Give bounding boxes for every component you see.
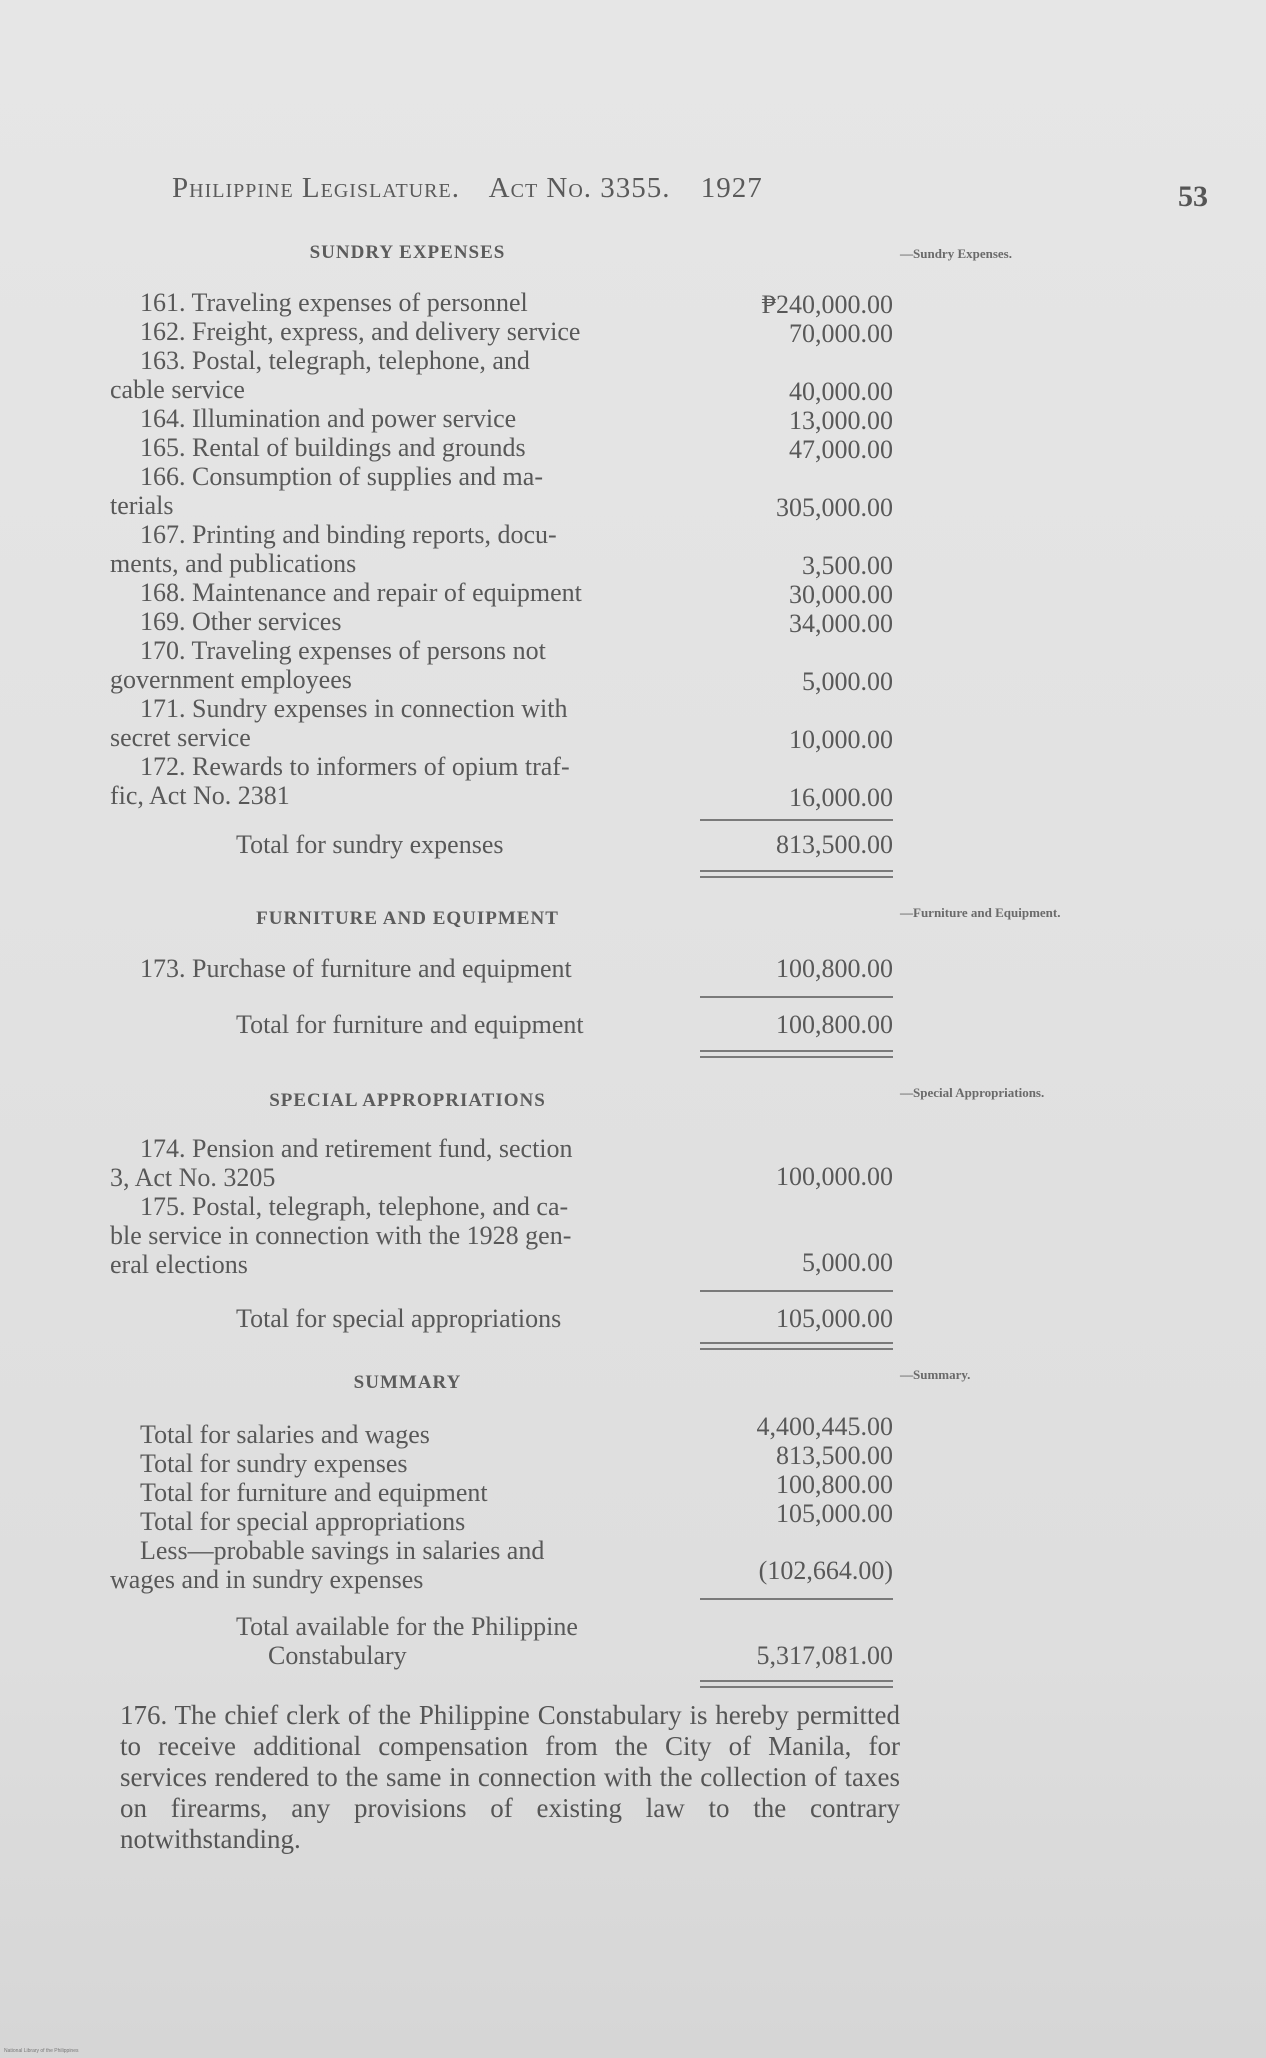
- item-163-line: 163. Postal, telegraph, telephone, and: [140, 346, 530, 375]
- summary-special-amount: 105,000.00: [776, 1499, 893, 1528]
- grand-total-label-1: Total available for the Philippine: [236, 1612, 578, 1641]
- running-head-act: Act No. 3355.: [488, 172, 671, 204]
- summary-salaries-label: Total for salaries and wages: [140, 1420, 430, 1449]
- amount-170: 5,000.00: [802, 667, 893, 696]
- summary-special-label: Total for special appropriations: [140, 1507, 466, 1536]
- summary-less-cont: wages and in sundry expenses: [110, 1565, 424, 1594]
- summary-furniture-label: Total for furniture and equipment: [140, 1478, 488, 1507]
- summary-furniture-amount: 100,800.00: [776, 1470, 893, 1499]
- sundry-total-amount: 813,500.00: [776, 830, 893, 859]
- item-175-line: 175. Postal, telegraph, telephone, and ca-: [140, 1192, 569, 1221]
- summary-sundry-amount: 813,500.00: [776, 1441, 893, 1470]
- special-total-amount: 105,000.00: [776, 1304, 893, 1333]
- item-171-cont: secret service: [110, 723, 251, 752]
- item-171-line: 171. Sundry expenses in connection with: [140, 694, 568, 723]
- summary-margin-note: —Summary.: [900, 1367, 971, 1382]
- summary-less-line: Less—probable savings in salaries and: [140, 1536, 545, 1565]
- furniture-heading: FURNITURE AND EQUIPMENT: [256, 908, 559, 929]
- summary-subtotal-rule: [700, 1598, 893, 1600]
- amount-162: 70,000.00: [789, 319, 893, 348]
- special-total-label: Total for special appropriations: [236, 1304, 562, 1333]
- furniture-total-label: Total for furniture and equipment: [236, 1010, 584, 1039]
- amount-165: 47,000.00: [789, 435, 893, 464]
- sundry-margin-note: —Sundry Expenses.: [900, 246, 1012, 261]
- sundry-total-double-rule: [700, 870, 893, 878]
- amount-169: 34,000.00: [789, 609, 893, 638]
- footer-stamp: National Library of the Philippines: [4, 2048, 79, 2054]
- item-166-cont: terials: [110, 491, 174, 520]
- summary-heading: SUMMARY: [353, 1372, 462, 1393]
- furniture-margin-note: —Furniture and Equipment.: [900, 905, 1061, 920]
- amount-166: 305,000.00: [776, 493, 893, 522]
- amount-161: ₱240,000.00: [761, 290, 893, 319]
- summary-rows: [110, 1420, 705, 1594]
- furniture-subtotal-rule: [700, 996, 893, 998]
- item-168-line: 168. Maintenance and repair of equipment: [140, 578, 582, 607]
- item-161-line: 161. Traveling expenses of personnel: [140, 288, 528, 317]
- amount-172: 16,000.00: [789, 783, 893, 812]
- furniture-total-double-rule: [700, 1050, 893, 1058]
- summary-salaries-amount: 4,400,445.00: [756, 1412, 893, 1441]
- item-167-cont: ments, and publications: [110, 549, 357, 578]
- special-heading: SPECIAL APPROPRIATIONS: [269, 1090, 546, 1111]
- item-174-line: 174. Pension and retirement fund, section: [140, 1134, 573, 1163]
- item-175-cont2: eral elections: [110, 1250, 248, 1279]
- running-head-legislature: Philippine Legislature.: [172, 172, 460, 204]
- section-176-paragraph: 176. The chief clerk of the Philippine Constabulary is hereby permitted to receive additional compensation from the City of Manila, for services rendered to the same in connection with the collection of taxes on firearms, any provisions of existing law to the contrary notwithstanding.: [120, 1700, 900, 1854]
- special-subtotal-rule: [700, 1290, 893, 1292]
- sundry-subtotal-rule: [700, 819, 893, 821]
- summary-less-amount: (102,664.00): [758, 1556, 893, 1585]
- amount-175: 5,000.00: [802, 1248, 893, 1277]
- item-175-cont: ble service in connection with the 1928 gen-: [110, 1221, 572, 1250]
- special-total-double-rule: [700, 1342, 893, 1350]
- item-170-line: 170. Traveling expenses of persons not: [140, 636, 546, 665]
- item-169-line: 169. Other services: [140, 607, 342, 636]
- item-167-line: 167. Printing and binding reports, docu-: [140, 520, 557, 549]
- grand-total-label-2: Constabulary: [268, 1641, 407, 1670]
- running-head-year: 1927: [700, 172, 763, 204]
- sundry-heading: SUNDRY EXPENSES: [309, 242, 506, 263]
- page-number: 53: [1178, 180, 1208, 213]
- amount-168: 30,000.00: [789, 580, 893, 609]
- amount-173: 100,800.00: [776, 954, 893, 983]
- grand-total-double-rule: [700, 1680, 893, 1688]
- running-head: [172, 172, 763, 205]
- item-170-cont: government employees: [110, 665, 352, 694]
- item-165-line: 165. Rental of buildings and grounds: [140, 433, 526, 462]
- item-163-cont: cable service: [110, 375, 245, 404]
- special-margin-note: —Special Appropriations.: [900, 1085, 1045, 1100]
- item-172-cont: fic, Act No. 2381: [110, 781, 290, 810]
- amount-164: 13,000.00: [789, 406, 893, 435]
- special-items: [110, 1134, 705, 1279]
- sundry-items: [110, 288, 705, 810]
- amount-174: 100,000.00: [776, 1162, 893, 1191]
- item-164-line: 164. Illumination and power service: [140, 404, 517, 433]
- summary-sundry-label: Total for sundry expenses: [140, 1449, 408, 1478]
- amount-167: 3,500.00: [802, 551, 893, 580]
- item-174-cont: 3, Act No. 3205: [110, 1163, 276, 1192]
- item-173-line: 173. Purchase of furniture and equipment: [140, 954, 572, 983]
- item-166-line: 166. Consumption of supplies and ma-: [140, 462, 543, 491]
- sundry-total-label: Total for sundry expenses: [236, 830, 504, 859]
- furniture-total-amount: 100,800.00: [776, 1010, 893, 1039]
- amount-163: 40,000.00: [789, 377, 893, 406]
- item-172-line: 172. Rewards to informers of opium traf-: [140, 752, 570, 781]
- grand-total-amount: 5,317,081.00: [756, 1641, 893, 1670]
- item-162-line: 162. Freight, express, and delivery service: [140, 317, 581, 346]
- amount-171: 10,000.00: [789, 725, 893, 754]
